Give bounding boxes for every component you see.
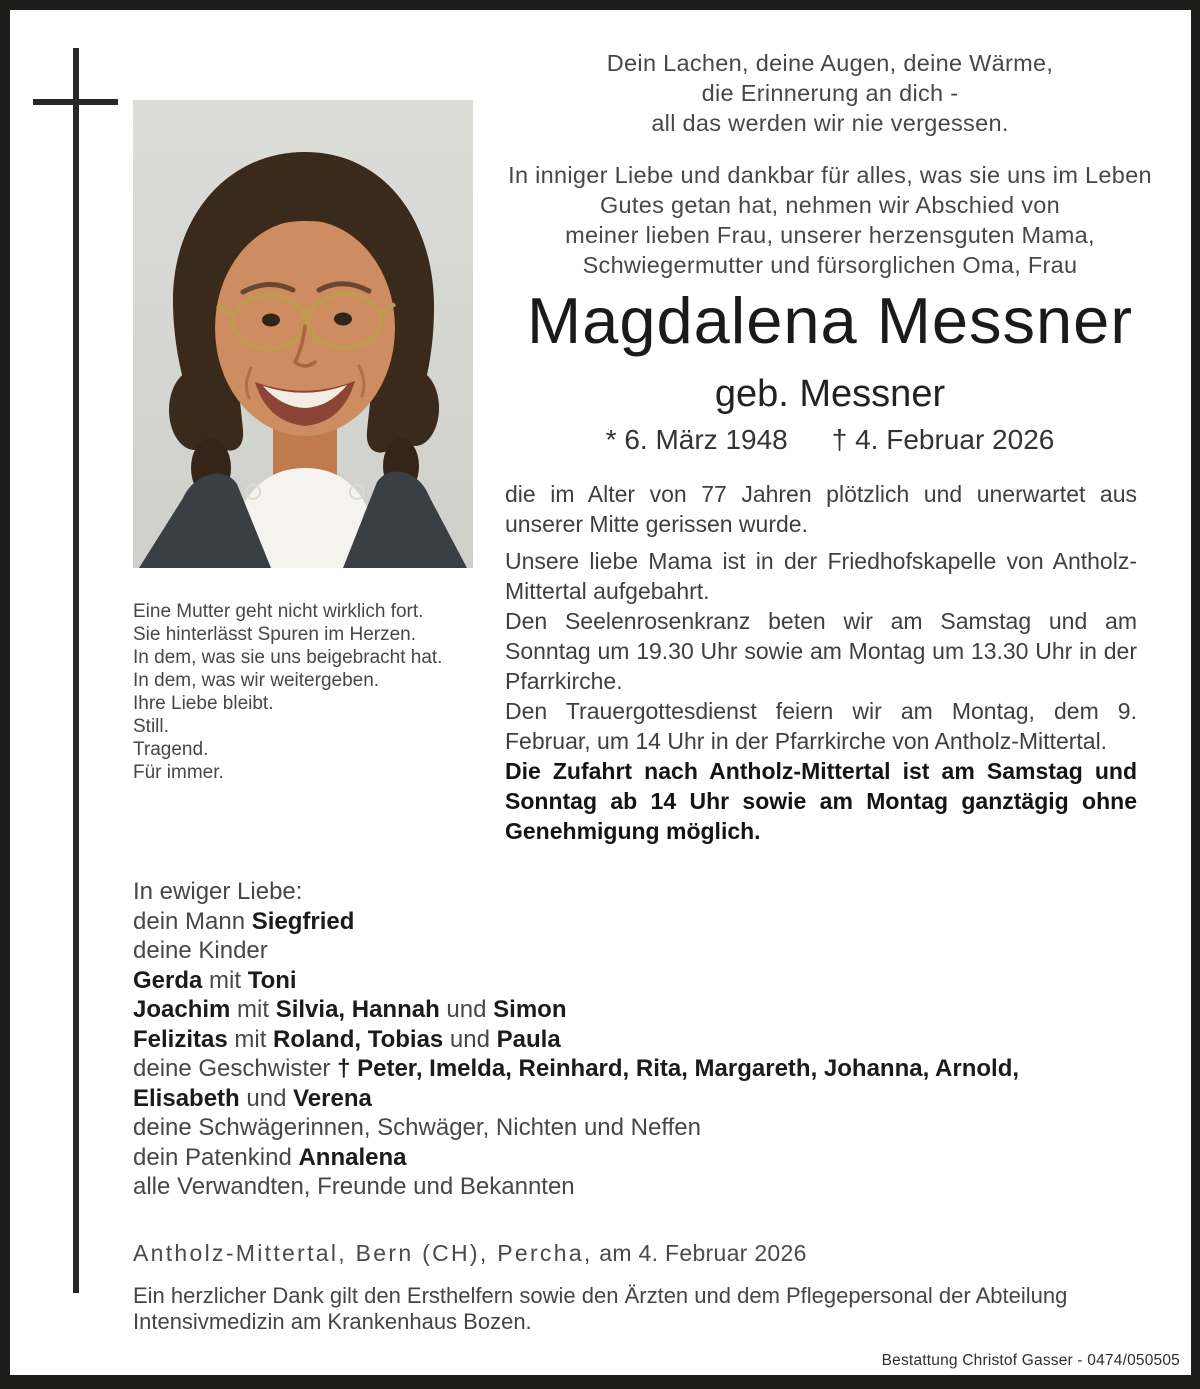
mourner-line — [133, 1113, 1113, 1143]
text-line: die Erinnerung an dich - — [701, 80, 959, 106]
death-date: † 4. Februar 2026 — [831, 424, 1055, 455]
mourner-name: Silvia, Hannah — [275, 996, 440, 1023]
life-dates — [420, 424, 1200, 456]
text-line: Gutes getan hat, nehmen wir Abschied von — [599, 192, 1061, 218]
text-line: In dem, was wir weitergeben. — [133, 670, 380, 691]
mourner-line — [133, 1084, 1113, 1114]
mourner-name: Roland, Tobias — [273, 1025, 444, 1053]
announcement-paragraph: Unsere liebe Mama ist in der Friedhofskapelle von Antholz-Mittertal aufgebahrt. — [505, 548, 1137, 604]
text-line: meiner lieben Frau, unserer herzensguten Mama, — [565, 222, 1095, 248]
undertaker-credit: Bestattung Christof Gasser - 0474/050505 — [881, 1352, 1180, 1369]
place-dateline — [133, 1239, 1133, 1267]
announcement-paragraph: Den Trauergottesdienst feiern wir am Montag, dem 9. Februar, um 14 Uhr in der Pfarrkirche von Antholz-Mittertal. — [505, 698, 1137, 754]
mourner-text: deine Kinder — [133, 937, 268, 964]
text-line: Ihre Liebe bleibt. — [133, 693, 274, 714]
thanks-note: Ein herzlicher Dank gilt den Ersthelfern sowie den Ärzten und dem Pflegepersonal der Abteilung Intensivmedizin am Krankenhaus Bozen. — [133, 1283, 1068, 1334]
text-line: Dein Lachen, deine Augen, deine Wärme, — [606, 50, 1054, 76]
announcement-paragraph: Den Seelenrosenkranz beten wir am Samstag und am Sonntag um 19.30 Uhr sowie am Montag um 13.30 Uhr in der Pfarrkirche. — [505, 608, 1137, 694]
dateline-date: am 4. Februar 2026 — [592, 1240, 807, 1266]
mourner-line — [133, 1143, 1113, 1173]
mourner-line — [133, 936, 1113, 966]
mourner-text: dein Patenkind — [133, 1143, 299, 1171]
mourner-name: Toni — [247, 966, 297, 994]
text-line: Für immer. — [133, 762, 224, 783]
text-line: all das werden wir nie vergessen. — [651, 110, 1009, 136]
mourner-name: Joachim — [133, 996, 231, 1023]
mourner-name: Simon — [493, 996, 567, 1023]
memorial-verse — [420, 48, 1200, 138]
mourner-text: alle Verwandten, Freunde und Bekannten — [133, 1173, 575, 1200]
text-line: Sie hinterlässt Spuren im Herzen. — [133, 624, 417, 645]
mourner-name: Paula — [496, 1025, 561, 1053]
mourner-text: und — [443, 1025, 497, 1053]
mourner-name: † Peter, Imelda, Reinhard, Rita, Margareth, Johanna, Arnold, — [337, 1055, 1020, 1082]
text-line: In inniger Liebe und dankbar für alles, was sie uns im Leben — [508, 162, 1152, 188]
mourner-line — [133, 1054, 1113, 1084]
text-line: Schwiegermutter und fürsorglichen Oma, Frau — [582, 252, 1078, 278]
mourner-line — [133, 877, 1113, 907]
mourner-text: mit — [230, 996, 276, 1023]
announcement-paragraph: Die Zufahrt nach Antholz-Mittertal ist am Samstag und Sonntag ab 14 Uhr sowie am Montag ganztägig ohne Genehmigung möglich. — [505, 758, 1137, 844]
mourner-line — [133, 1025, 1113, 1055]
mourner-name: Gerda — [133, 966, 203, 994]
mourner-line — [133, 995, 1113, 1025]
mourner-text: mit — [202, 966, 248, 994]
mourner-name: Verena — [293, 1084, 372, 1112]
mourner-name: Annalena — [298, 1143, 407, 1171]
mourner-line — [133, 966, 1113, 996]
announcement-body — [505, 479, 1137, 846]
text-line: Still. — [133, 716, 169, 737]
mother-poem — [133, 600, 493, 784]
mourners-list — [133, 877, 1113, 1202]
text-line: Eine Mutter geht nicht wirklich fort. — [133, 601, 424, 622]
mourner-text: deine Schwägerinnen, Schwäger, Nichten und Neffen — [133, 1114, 701, 1141]
mourner-line — [133, 1172, 1113, 1202]
birth-date: * 6. März 1948 — [605, 424, 788, 455]
mourner-text: und — [239, 1084, 294, 1112]
places-text: Antholz-Mittertal, Bern (CH), Percha, — [133, 1240, 593, 1266]
mourner-text: mit — [227, 1025, 274, 1053]
text-line: In dem, was sie uns beigebracht hat. — [133, 647, 443, 668]
mourner-text: und — [439, 996, 494, 1023]
announcement-paragraph: die im Alter von 77 Jahren plötzlich und unerwartet aus unserer Mitte gerissen wurde. — [505, 481, 1137, 537]
maiden-name: geb. Messner — [714, 373, 946, 415]
mourner-line — [133, 907, 1113, 937]
text-line: Tragend. — [133, 739, 209, 760]
mourner-name: Elisabeth — [133, 1084, 240, 1112]
cross-horizontal-bar — [33, 99, 118, 105]
deceased-name: Magdalena Messner — [527, 284, 1133, 357]
farewell-intro — [420, 160, 1200, 280]
mourner-text: dein Mann — [133, 907, 252, 935]
mourner-name: Felizitas — [133, 1025, 228, 1053]
mourner-name: Siegfried — [251, 907, 355, 935]
cross-vertical-bar — [73, 48, 79, 1293]
mourner-text: In ewiger Liebe: — [133, 878, 303, 905]
mourner-text: deine Geschwister — [133, 1055, 338, 1082]
